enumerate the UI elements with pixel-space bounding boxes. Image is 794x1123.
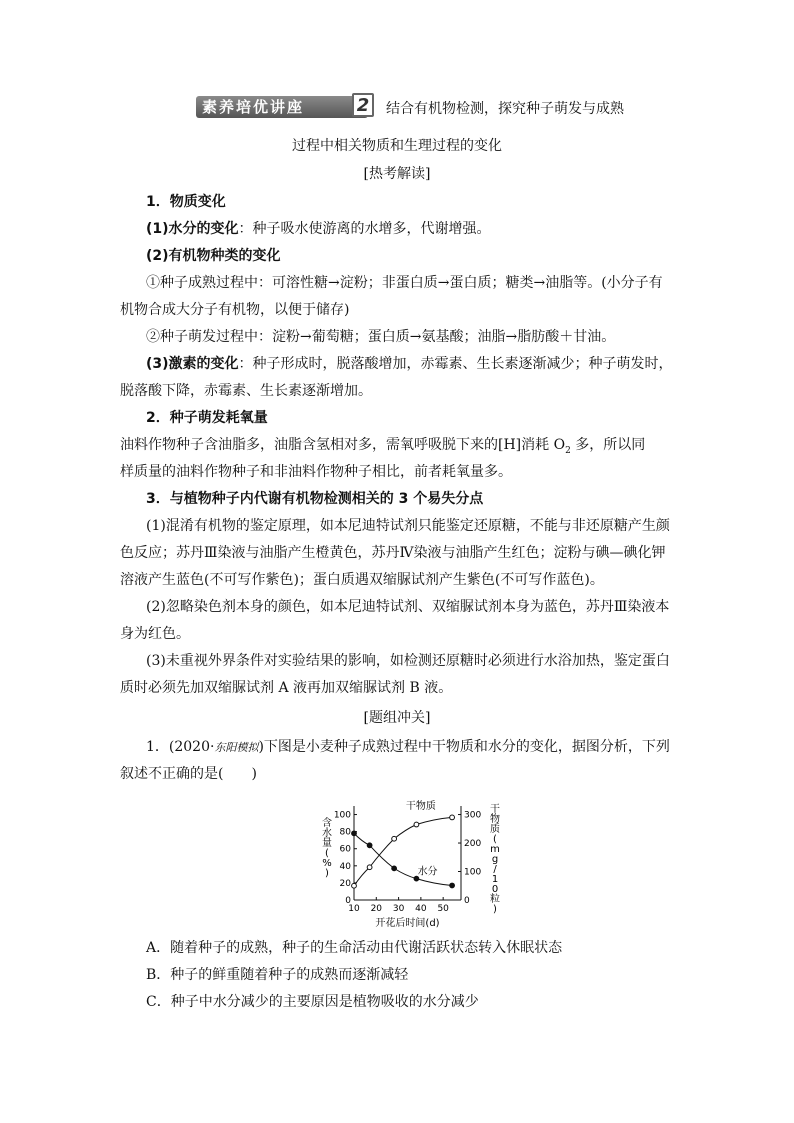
- para-water-change: [146, 218, 491, 238]
- para-oxygen-text-b: 多，所以同: [570, 437, 646, 453]
- para-pitfall2-line1: (2)忽略染色剂本身的颜色，如本尼迪特试剂、双缩脲试剂本身为蓝色，苏丹Ⅲ染液本: [146, 599, 670, 615]
- dry-matter-point: [414, 822, 419, 827]
- question1-line2: 叙述不正确的是( ): [120, 766, 257, 782]
- y-right-axis-label: 干物质( m g / 1 0 粒): [490, 804, 500, 915]
- x-tick-label: 30: [392, 904, 405, 914]
- heading-organic-change: (2)有机物种类的变化: [146, 248, 281, 264]
- para-germination: ②种子萌发过程中：淀粉→葡萄糖；蛋白质→氨基酸；油脂→脂肪酸＋甘油。: [146, 329, 616, 345]
- y-left-tick-label: 40: [339, 861, 351, 872]
- para-pitfall1-line3: 溶液产生蓝色(不可写作紫色)；蛋白质遇双缩脲试剂产生紫色(不可写作蓝色)。: [120, 572, 604, 588]
- dry-matter-point: [392, 836, 397, 841]
- dry-matter-point: [352, 883, 357, 888]
- dry-matter-point: [367, 865, 372, 870]
- para-oxygen-line2: 样质量的油料作物种子和非油料作物种子相比，前者耗氧量多。: [120, 464, 512, 480]
- para-maturation-line1: ①种子成熟过程中：可溶性糖→淀粉；非蛋白质→蛋白质；糖类→油脂等。(小分子有: [146, 275, 663, 291]
- water-point: [367, 843, 372, 848]
- lecture-badge: [196, 96, 368, 118]
- option-a[interactable]: A．随着种子的成熟，种子的生命活动由代谢活跃状态转入休眠状态: [146, 940, 563, 956]
- heading-material-change: 1．物质变化: [146, 194, 226, 210]
- y-right-tick-label: 200: [464, 839, 482, 850]
- question1-line1: [146, 736, 670, 756]
- y-left-tick-label: 0: [345, 896, 351, 906]
- series-line-water: [354, 833, 452, 885]
- y-left-tick-label: 100: [333, 810, 351, 821]
- y-left-axis-label: 含水量( % ): [322, 818, 332, 879]
- para-pitfall3-line2: 质时必须先加双缩脲试剂 A 液再加双缩脲试剂 B 液。: [120, 680, 453, 696]
- series-label-water: 水分: [417, 866, 438, 878]
- badge-number: 2: [352, 93, 374, 117]
- y-left-tick-label: 60: [339, 844, 351, 855]
- y-left-tick-label: 80: [339, 827, 351, 838]
- section-heading-practice: [题组冲关]: [363, 710, 431, 726]
- dry-matter-point: [450, 815, 455, 820]
- para-pitfall2-line2: 身为红色。: [120, 626, 190, 642]
- para-water-label: (1)水分的变化: [146, 221, 239, 237]
- x-axis-label: 开花后时间(d): [375, 918, 440, 929]
- y-right-tick-label: 100: [464, 867, 482, 878]
- x-tick-label: 40: [415, 904, 427, 914]
- section-heading-hot-exam: [热考解读]: [363, 166, 431, 182]
- question1-prefix: 1．(2020·: [146, 739, 215, 755]
- heading-oxygen: 2．种子萌发耗氧量: [146, 410, 268, 426]
- para-water-text: ：种子吸水使游离的水增多，代谢增强。: [238, 221, 491, 237]
- para-oxygen-line1: [120, 434, 645, 456]
- water-point: [450, 883, 455, 888]
- para-hormone-text: ：种子形成时，脱落酸增加，赤霉素、生长素逐渐减少；种子萌发时，: [238, 356, 673, 372]
- o2-subscript: 2: [565, 445, 571, 456]
- water-point: [352, 831, 357, 836]
- para-pitfall3-line1: (3)未重视外界条件对实验结果的影响，如检测还原糖时必须进行水浴加热，鉴定蛋白: [146, 653, 670, 669]
- x-tick-label: 10: [348, 904, 360, 914]
- badge-label: 素养培优讲座: [202, 98, 305, 116]
- option-b[interactable]: B．种子的鲜重随着种子的成熟而逐渐减轻: [146, 967, 409, 983]
- seed-maturation-chart: [315, 796, 505, 932]
- x-tick-label: 50: [437, 904, 449, 914]
- header-title-line2: 过程中相关物质和生理过程的变化: [292, 138, 502, 154]
- para-pitfall1-line1: (1)混淆有机物的鉴定原理，如本尼迪特试剂只能鉴定还原糖，不能与非还原糖产生颜: [146, 518, 670, 534]
- y-right-tick-label: 0: [464, 896, 470, 906]
- lecture-header: [196, 96, 656, 122]
- x-tick-label: 20: [370, 904, 383, 914]
- para-maturation-line2: 机物合成大分子有机物，以便于储存): [120, 302, 350, 318]
- heading-pitfalls: 3．与植物种子内代谢有机物检测相关的 3 个易失分点: [146, 491, 484, 507]
- para-oxygen-text-a: 油料作物种子含油脂多，油脂含氢相对多，需氧呼吸脱下来的[H]消耗 O: [120, 437, 566, 453]
- option-c[interactable]: C．种子中水分减少的主要原因是植物吸收的水分减少: [146, 994, 479, 1010]
- question1-source: 东阳模拟: [214, 741, 259, 754]
- para-hormone-line1: [146, 353, 673, 373]
- header-title: 结合有机物检测，探究种子萌发与成熟: [386, 101, 624, 117]
- y-right-tick-label: 300: [464, 810, 482, 821]
- question1-stem: )下图是小麦种子成熟过程中干物质和水分的变化，据图分析，下列: [258, 739, 670, 755]
- water-point: [392, 866, 397, 871]
- series-label-dry-matter: 干物质: [405, 801, 436, 812]
- para-pitfall1-line2: 色反应；苏丹Ⅲ染液与油脂产生橙黄色，苏丹Ⅳ染液与油脂产生红色；淀粉与碘—碘化钾: [120, 545, 666, 561]
- y-left-tick-label: 20: [339, 878, 351, 889]
- para-hormone-label: (3)激素的变化: [146, 356, 239, 372]
- para-hormone-line2: 脱落酸下降，赤霉素、生长素逐渐增加。: [120, 383, 372, 399]
